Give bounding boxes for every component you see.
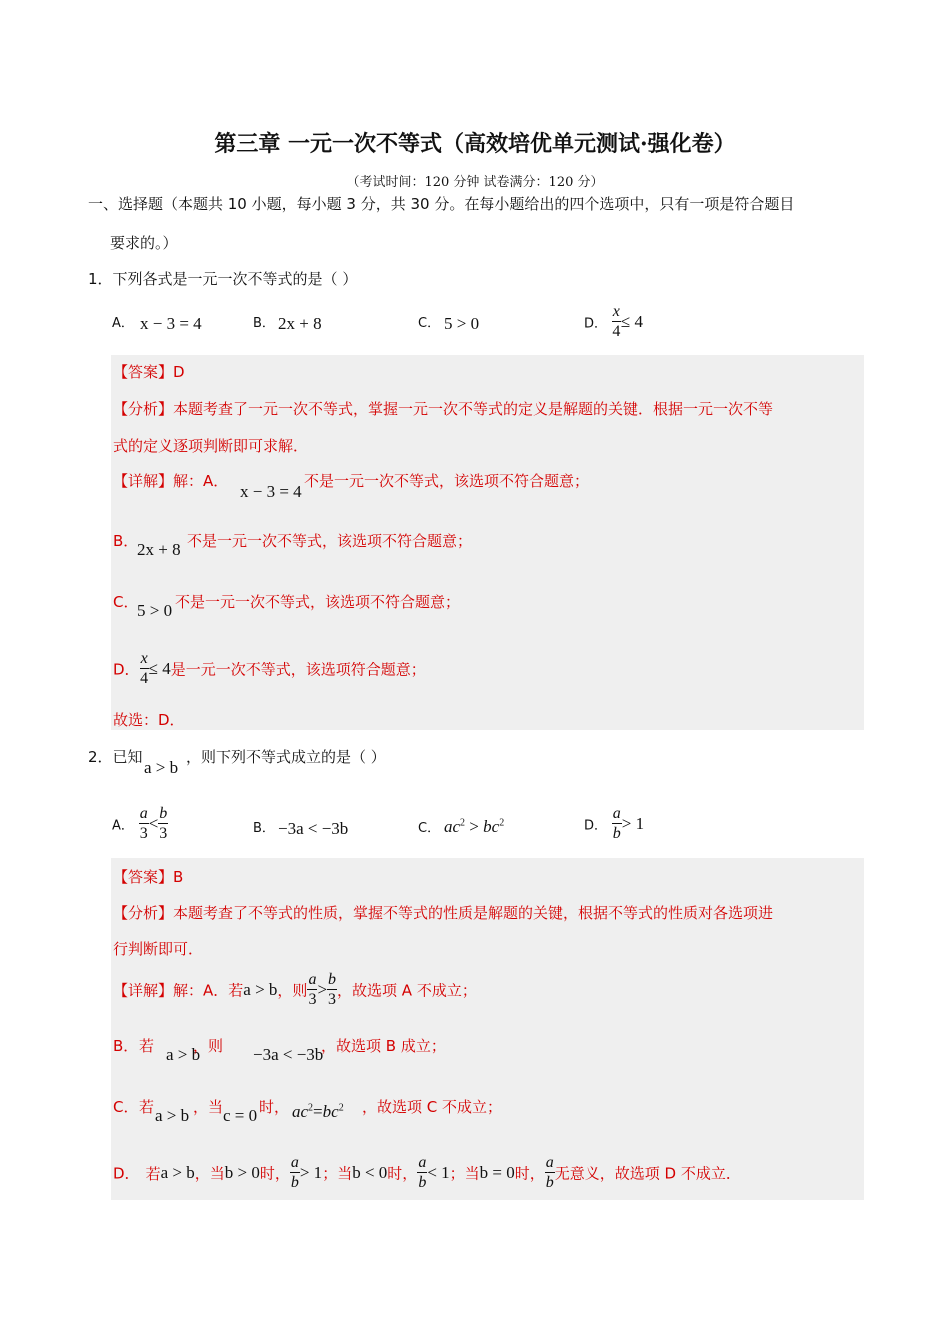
q2-analysis (113, 902, 773, 923)
fraction: $\frac{x}{4}$ (612, 303, 621, 340)
option-letter: C． (418, 316, 441, 331)
q2-option-d[interactable]: D． $\frac{a}{b}$ > 1 (584, 805, 645, 842)
q2-answer (113, 866, 183, 887)
answer-label: 【答案】 (113, 363, 174, 381)
answer-label: 【答案】 (113, 868, 174, 886)
q1-option-d[interactable] (584, 304, 643, 340)
q1-detail-d: D． $\frac{x}{4}$ ≤ 4是一元一次不等式，该选项符合题意； (113, 650, 426, 687)
option-math: 5 > 0 (444, 314, 480, 333)
option-letter: D． (584, 316, 608, 332)
q2-analysis-cont: 行判断即可． (113, 940, 204, 958)
option-letter: C． (418, 821, 441, 836)
q1-detail-c: C． 5 > 0 不是一元一次不等式，该选项不符合题意； (113, 593, 461, 620)
answer-value: B (173, 868, 184, 886)
page-title: 第三章 一元一次不等式（高效培优单元测试·强化卷） (214, 131, 736, 157)
exam-info: （考试时间：120 分钟 试卷满分：120 分） (346, 175, 604, 190)
answer-value: D (173, 363, 185, 381)
question-number: 2． (88, 748, 113, 766)
fraction: $\frac{a}{b}$ (290, 1154, 299, 1191)
fraction: $\frac{b}{3}$ (328, 971, 337, 1008)
option-math: x − 3 = 4 (140, 314, 202, 333)
fraction: $\frac{x}{4}$ (140, 650, 149, 687)
fraction: $\frac{a}{b}$ (418, 1154, 427, 1191)
q2-option-a[interactable]: A． $\frac{a}{3}$ < $\frac{b}{3}$ (112, 805, 168, 842)
fraction: $\frac{a}{3}$ (139, 805, 148, 842)
q2-option-c[interactable] (418, 817, 505, 836)
fraction: $\frac{a}{3}$ (308, 971, 317, 1008)
q1-analysis (113, 398, 773, 419)
option-letter: A． (112, 316, 134, 331)
q2-option-b[interactable] (253, 817, 349, 838)
analysis-label: 【分析】 (113, 904, 174, 922)
analysis-text: 本题考查了一元一次不等式，掌握一元一次不等式的定义是解题的关键．根据一元一次不等 (173, 400, 774, 418)
analysis-label: 【分析】 (113, 400, 174, 418)
q2-detail-a: 【详解】解：A．若a > b，则 $\frac{a}{3}$ > $\frac{b}{3}$ ，故选项 A 不成立； (113, 971, 477, 1008)
question-stem: 下列各式是一元一次不等式的是（ ） (112, 270, 358, 288)
detail-math: 2x + 8 (137, 540, 181, 559)
q2-detail-b: B． 若 a > b ，则 −3a < −3b ，故选项 B 成立； (113, 1037, 446, 1064)
q2-detail-d: D． 若a > b，当b > 0时， $\frac{a}{b}$ > 1；当b < 0时， $\frac{a}{b}$ < 1；当b = 0时， $\frac{a}{b}$ 无意义，故选项 D 不成立． (113, 1154, 741, 1191)
q1-analysis-cont: 式的定义逐项判断即可求解． (113, 437, 309, 455)
q1-option-c[interactable] (418, 312, 480, 333)
q1-detail-b: B． 2x + 8 不是一元一次不等式，该选项不符合题意； (113, 532, 473, 559)
analysis-text: 本题考查了不等式的性质，掌握不等式的性质是解题的关键，根据不等式的性质对各选项进 (173, 904, 774, 922)
q1-detail-a: 【详解】解：A． x − 3 = 4 不是一元一次不等式，该选项不符合题意； (113, 472, 590, 501)
option-math: $ac^2 > bc^2$ (444, 817, 505, 836)
question-2: 2．已知 a > b ，则下列不等式成立的是（ ） (88, 748, 386, 777)
option-letter: B． (253, 316, 275, 331)
option-letter: A． (112, 818, 134, 834)
q1-conclusion: 故选：D． (113, 711, 185, 729)
section-heading: 一、选择题（本题共 10 小题，每小题 3 分，共 30 分。在每小题给出的四个选项中，只有一项是符合题目 (88, 195, 795, 213)
fraction: $\frac{a}{b}$ (612, 805, 621, 842)
detail-math: x − 3 = 4 (240, 482, 302, 501)
stem-math: a > b (144, 758, 179, 777)
option-math: −3a < −3b (278, 819, 349, 838)
q1-answer (113, 361, 185, 382)
question-1 (88, 268, 357, 289)
q2-detail-c: C． 若 a > b ，当 c = 0 时， $ac^2=bc^2$ ，故选项 C 不成立； (113, 1098, 503, 1125)
option-math: ≤ 4 (620, 312, 643, 331)
detail-math: 5 > 0 (137, 601, 173, 620)
option-math: 2x + 8 (278, 314, 322, 333)
q1-option-b[interactable] (253, 312, 322, 333)
q1-option-a[interactable] (112, 312, 202, 333)
question-number: 1． (88, 270, 113, 288)
section-heading-cont: 要求的。） (110, 234, 178, 252)
detail-label: 【详解】 (113, 472, 174, 490)
fraction: $\frac{b}{3}$ (159, 805, 168, 842)
option-letter: D． (584, 818, 608, 834)
fraction: $\frac{a}{b}$ (545, 1154, 554, 1191)
option-letter: B． (253, 821, 275, 836)
